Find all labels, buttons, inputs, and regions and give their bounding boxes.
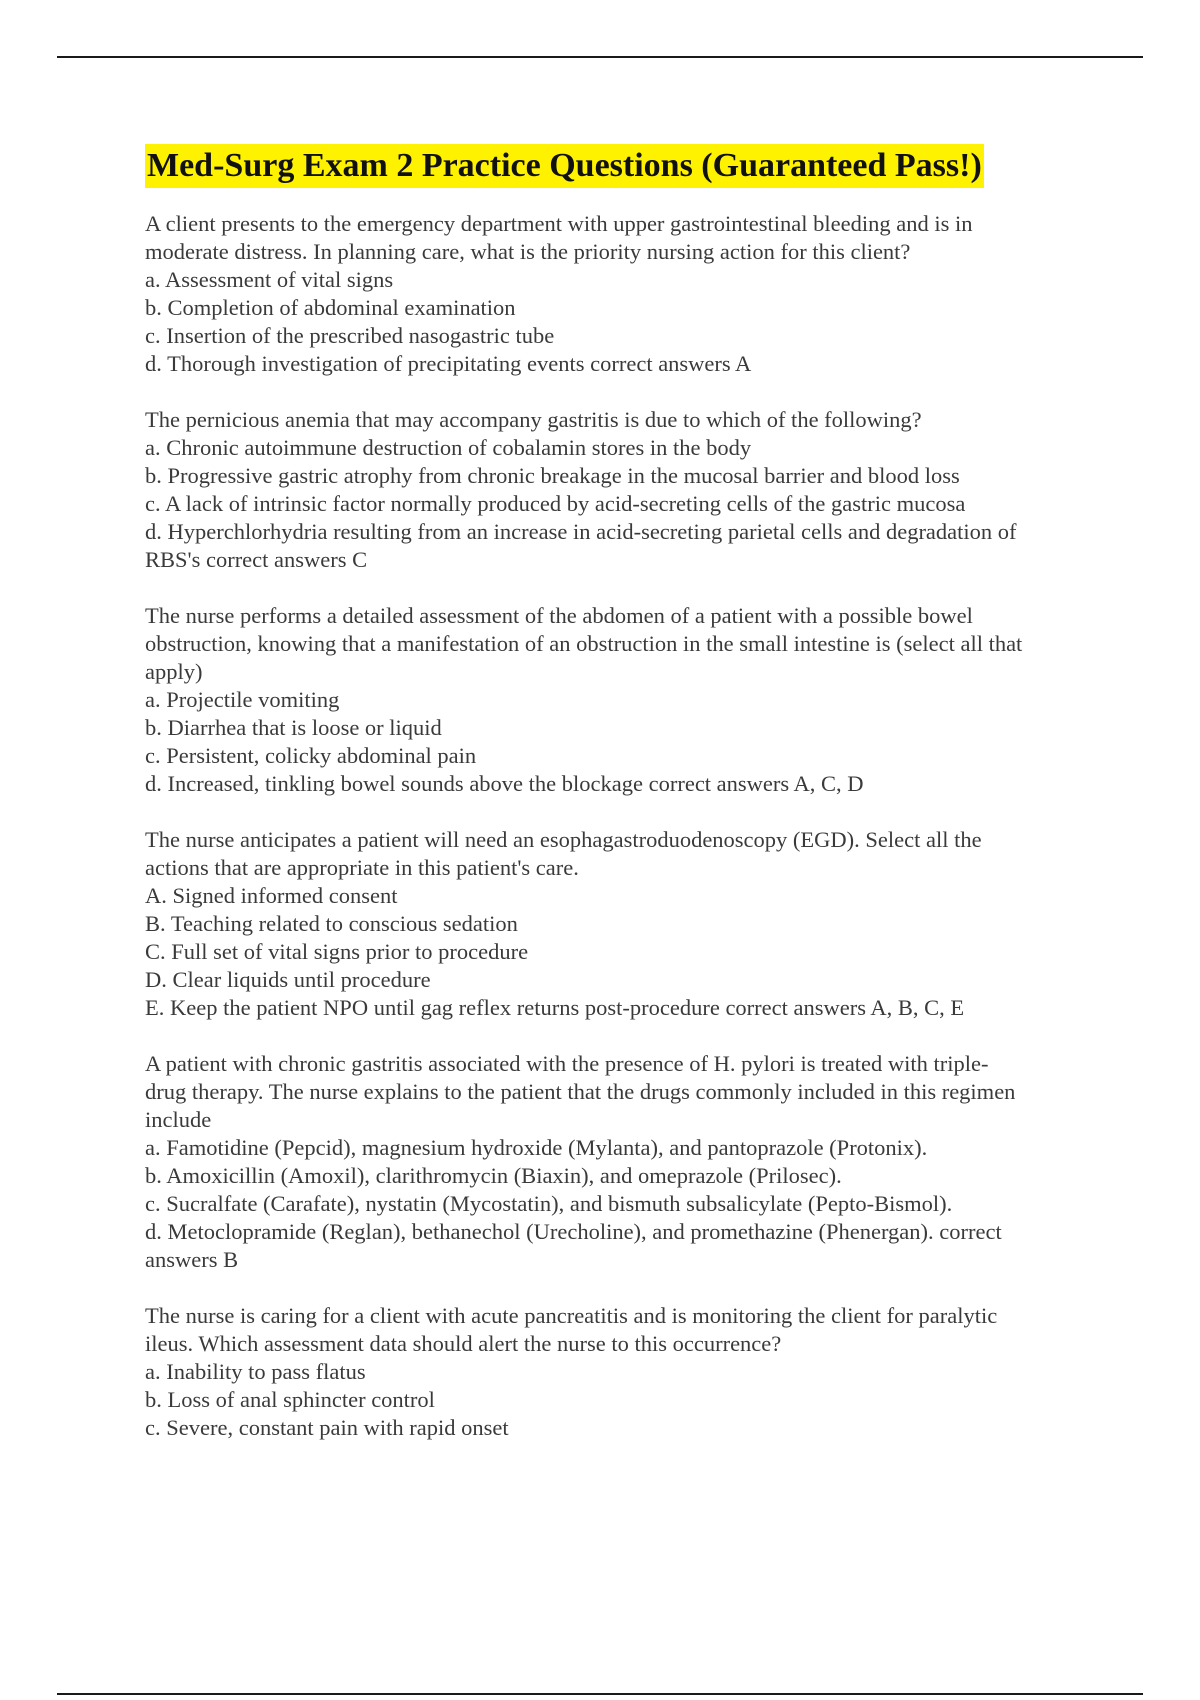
- question-1: [145, 210, 1095, 378]
- question-6: [145, 1302, 1095, 1442]
- question-text: [145, 1302, 1095, 1442]
- text-line: moderate distress. In planning care, what is the priority nursing action for this client?: [145, 239, 911, 264]
- text-line: actions that are appropriate in this patient's care.: [145, 855, 579, 880]
- document-body: [145, 144, 1095, 1470]
- text-line: A client presents to the emergency department with upper gastrointestinal bleeding and is in: [145, 211, 973, 236]
- answer-option: b. Amoxicillin (Amoxil), clarithromycin (Biaxin), and omeprazole (Prilosec).: [145, 1163, 842, 1188]
- text-line: The pernicious anemia that may accompany gastritis is due to which of the following?: [145, 407, 922, 432]
- question-list: [145, 210, 1095, 1442]
- answer-option: d. Hyperchlorhydria resulting from an increase in acid-secreting parietal cells and degradation of: [145, 519, 1017, 544]
- answer-option: c. Severe, constant pain with rapid onset: [145, 1415, 509, 1440]
- answer-option: d. Metoclopramide (Reglan), bethanechol (Urecholine), and promethazine (Phenergan). correct: [145, 1219, 1002, 1244]
- answer-option: A. Signed informed consent: [145, 883, 398, 908]
- answer-option: b. Diarrhea that is loose or liquid: [145, 715, 442, 740]
- document-title: Med-Surg Exam 2 Practice Questions (Guaranteed Pass!): [145, 144, 984, 188]
- bottom-rule: [57, 1693, 1143, 1695]
- question-4: [145, 826, 1095, 1022]
- text-line: include: [145, 1107, 212, 1132]
- text-line: apply): [145, 659, 203, 684]
- answer-option: E. Keep the patient NPO until gag reflex returns post-procedure correct answers A, B, C, E: [145, 995, 965, 1020]
- text-line: The nurse is caring for a client with acute pancreatitis and is monitoring the client for paralytic: [145, 1303, 998, 1328]
- answer-option: a. Famotidine (Pepcid), magnesium hydroxide (Mylanta), and pantoprazole (Protonix).: [145, 1135, 928, 1160]
- question-text: [145, 826, 1095, 1022]
- answer-option: c. Persistent, colicky abdominal pain: [145, 743, 477, 768]
- text-line: A patient with chronic gastritis associated with the presence of H. pylori is treated with triple-: [145, 1051, 989, 1076]
- text-line: The nurse anticipates a patient will need an esophagastroduodenoscopy (EGD). Select all the: [145, 827, 982, 852]
- answer-option: B. Teaching related to conscious sedation: [145, 911, 518, 936]
- answer-option: D. Clear liquids until procedure: [145, 967, 431, 992]
- question-text: [145, 602, 1095, 798]
- answer-option: b. Progressive gastric atrophy from chronic breakage in the mucosal barrier and blood loss: [145, 463, 960, 488]
- answer-option: b. Loss of anal sphincter control: [145, 1387, 435, 1412]
- answer-option: d. Thorough investigation of precipitating events correct answers A: [145, 351, 752, 376]
- top-rule: [57, 56, 1143, 58]
- text-line: drug therapy. The nurse explains to the patient that the drugs commonly included in this regimen: [145, 1079, 1016, 1104]
- question-5: [145, 1050, 1095, 1274]
- answer-option: a. Chronic autoimmune destruction of cobalamin stores in the body: [145, 435, 752, 460]
- answer-option: b. Completion of abdominal examination: [145, 295, 516, 320]
- text-line: The nurse performs a detailed assessment of the abdomen of a patient with a possible bowel: [145, 603, 973, 628]
- text-line: ileus. Which assessment data should alert the nurse to this occurrence?: [145, 1331, 782, 1356]
- question-text: [145, 1050, 1095, 1274]
- answer-option: c. Insertion of the prescribed nasogastric tube: [145, 323, 555, 348]
- answer-option: c. Sucralfate (Carafate), nystatin (Mycostatin), and bismuth subsalicylate (Pepto-Bismol).: [145, 1191, 953, 1216]
- answer-option: d. Increased, tinkling bowel sounds above the blockage correct answers A, C, D: [145, 771, 864, 796]
- answer-option: RBS's correct answers C: [145, 547, 368, 572]
- text-line: obstruction, knowing that a manifestation of an obstruction in the small intestine is (select all that: [145, 631, 1023, 656]
- answer-option: a. Assessment of vital signs: [145, 267, 394, 292]
- question-text: [145, 210, 1095, 378]
- question-text: [145, 406, 1095, 574]
- answer-option: c. A lack of intrinsic factor normally produced by acid-secreting cells of the gastric mucosa: [145, 491, 966, 516]
- answer-option: C. Full set of vital signs prior to procedure: [145, 939, 529, 964]
- question-2: [145, 406, 1095, 574]
- question-3: [145, 602, 1095, 798]
- answer-option: answers B: [145, 1247, 239, 1272]
- answer-option: a. Inability to pass flatus: [145, 1359, 366, 1384]
- answer-option: a. Projectile vomiting: [145, 687, 340, 712]
